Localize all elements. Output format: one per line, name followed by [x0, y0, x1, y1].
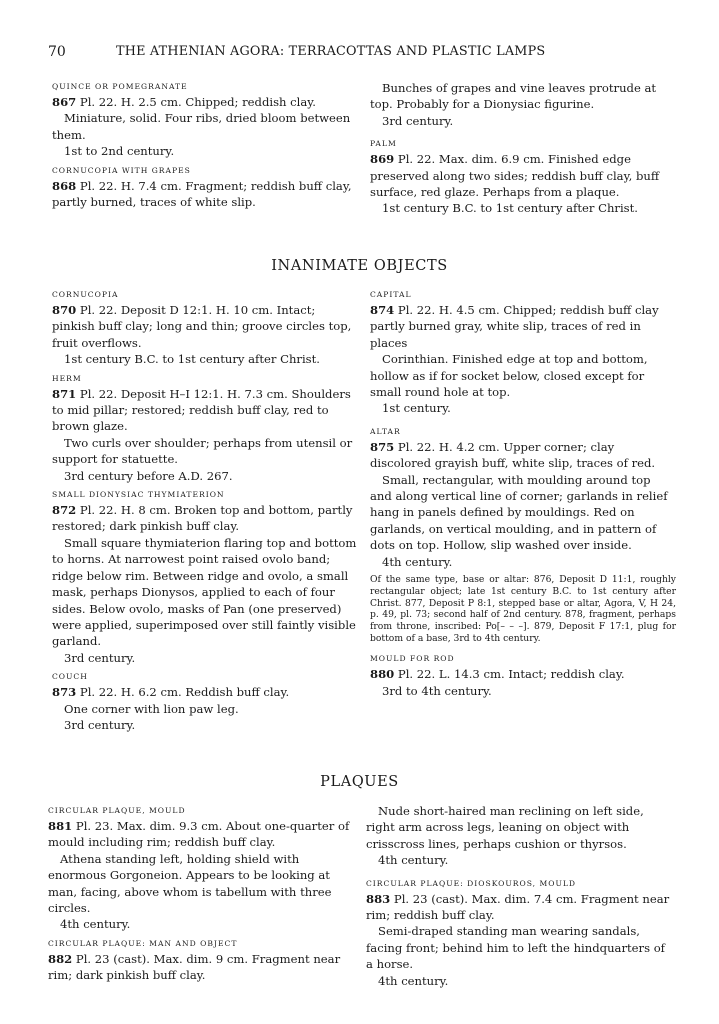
entry-description: Pl. 22. Deposit D 12:1. H. 10 cm. Intact; pinkish buff clay; long and thin; groove circles top, fruit overflows. [52, 303, 352, 350]
entry-body: Semi-draped standing man wearing sandals, facing front; behind him to left the hindquarters of a horse. [366, 924, 665, 972]
catalog-entry-868-continued [370, 80, 676, 129]
entry-heading: MOULD FOR ROD [370, 654, 455, 664]
catalog-entry-880 [370, 654, 676, 699]
catalog-entry-882-continued [366, 803, 672, 869]
entry-heading: CORNUCOPIA WITH GRAPES [52, 165, 191, 175]
inanimate-left-column [52, 290, 358, 733]
entry-description: Pl. 22. H. 8 cm. Broken top and bottom, partly restored; dark pinkish buff clay. [52, 503, 353, 534]
entry-date: 3rd century. [64, 717, 136, 732]
top-left-column [52, 82, 358, 210]
entry-heading: CIRCULAR PLAQUE: DIOSKOUROS, MOULD [366, 878, 577, 888]
entry-heading: CIRCULAR PLAQUE, MOULD [48, 806, 186, 815]
catalog-number: 875 [370, 439, 395, 454]
entry-description: Pl. 22. H. 2.5 cm. Chipped; reddish clay. [76, 95, 316, 109]
entry-body: Small, rectangular, with moulding around top and along vertical line of corner; garlands in relief hang in panels defined by mouldings. Red on garlands, on vertical moulding, and in pattern of dots on top. Hollow, slip washed over inside. [370, 472, 668, 553]
entry-date: 1st to 2nd century. [64, 144, 175, 159]
catalog-entry-871 [52, 374, 358, 484]
entry-description: Pl. 23. Max. dim. 9.3 cm. About one-quarter of mould including rim; reddish buff clay. [48, 819, 350, 850]
catalog-entry-868 [52, 166, 358, 211]
entry-description: Pl. 22. H. 4.2 cm. Upper corner; clay discolored grayish buff, white slip, traces of red. [370, 439, 656, 471]
entry-date: 4th century. [378, 853, 449, 868]
entry-heading: CAPITAL [370, 290, 412, 299]
entry-heading: SMALL DIONYSIAC THYMIATERION [52, 490, 225, 500]
running-title: THE ATHENIAN AGORA: TERRACOTTAS AND PLASTIC LAMPS [116, 44, 546, 59]
entry-date: 4th century. [60, 917, 131, 932]
section-title-inanimate-objects: INANIMATE OBJECTS [271, 258, 448, 274]
entry-heading: CORNUCOPIA [52, 290, 119, 299]
entry-description: Pl. 23 (cast). Max. dim. 9 cm. Fragment near rim; dark pinkish buff clay. [48, 951, 341, 983]
catalog-number: 867 [52, 95, 77, 109]
entry-date: 3rd to 4th century. [382, 683, 492, 698]
entry-description: Pl. 22. H. 6.2 cm. Reddish buff clay. [76, 685, 290, 700]
entry-date: 4th century. [378, 973, 449, 988]
entry-heading: PALM [370, 139, 397, 149]
plaques-left-column [48, 806, 354, 984]
entry-date: 3rd century before A.D. 267. [64, 468, 233, 483]
entry-description: Pl. 22. H. 7.4 cm. Fragment; reddish buff clay, partly burned, traces of white slip. [52, 178, 352, 210]
catalog-entry-870 [52, 290, 358, 368]
entry-body: Small square thymiaterion flaring top and bottom to horns. At narrowest point raised ovolo band; ridge below rim. Between ridge and ovolo, a small mask, perhaps Dionysos, applied to each of four sides. Below ovolo, masks of Pan (one preserved) were applied, superimposed over still faintly visible garland. [52, 535, 357, 649]
catalog-number: 881 [48, 819, 73, 833]
entry-date: 1st century. [382, 401, 451, 416]
entry-body: Athena standing left, holding shield with enormous Gorgoneion. Appears to be looking at man, facing, above whom is tabellum with three circles. [48, 851, 332, 916]
catalog-entry-873 [52, 672, 358, 733]
catalog-number: 871 [52, 386, 77, 401]
catalog-number: 872 [52, 503, 77, 518]
entry-description: Pl. 22. L. 14.3 cm. Intact; reddish clay. [394, 667, 625, 682]
catalog-entry-875 [370, 427, 676, 570]
catalog-number: 883 [366, 891, 391, 906]
catalog-number: 868 [52, 178, 77, 193]
entry-heading: CIRCULAR PLAQUE: MAN AND OBJECT [48, 938, 238, 948]
entry-date: 4th century. [382, 554, 453, 569]
catalog-entry-872 [52, 490, 358, 666]
entry-body: Nude short-haired man reclining on left side, right arm across legs, leaning on object with crisscross lines, perhaps cushion or thyrsos. [366, 804, 644, 851]
catalog-entry-883 [366, 879, 672, 989]
catalog-number: 874 [370, 303, 395, 317]
entry-heading: HERM [52, 373, 82, 383]
entry-body: Miniature, solid. Four ribs, dried bloom between them. [52, 111, 351, 142]
catalog-entry-869 [370, 139, 676, 217]
catalog-number: 880 [370, 667, 395, 682]
entry-description: Pl. 23 (cast). Max. dim. 7.4 cm. Fragment near rim; reddish buff clay. [366, 891, 670, 923]
catalog-number: 869 [370, 152, 395, 167]
entry-body: Bunches of grapes and vine leaves protrude at top. Probably for a Dionysiac figurine. [370, 81, 657, 112]
catalog-number: 870 [52, 303, 77, 317]
catalog-entry-867 [52, 82, 358, 160]
plaques-right-column [366, 803, 672, 989]
entry-heading: COUCH [52, 672, 88, 682]
entry-date: 1st century B.C. to 1st century after Christ. [382, 201, 638, 216]
catalog-entry-882 [48, 939, 354, 984]
catalog-number: 873 [52, 685, 77, 700]
catalog-entry-874 [370, 290, 676, 417]
entry-heading: ALTAR [370, 426, 401, 436]
related-items-note: Of the same type, base or altar: 876, Deposit D 11:1, roughly rectangular object; late 1st century B.C. to 1st century after Christ. 877, Deposit P 8:1, stepped base or altar, Agora, V, H 24, p. 49, pl. 73; second half of 2nd century. 878, fragment, perhaps from throne, inscribed: Po[– – –]. 879, Deposit F 17:1, plug for bottom of a base, 3rd to 4th century. [370, 574, 676, 644]
section-title-plaques: PLAQUES [320, 774, 399, 790]
entry-description: Pl. 22. Deposit H–I 12:1. H. 7.3 cm. Shoulders to mid pillar; restored; reddish buff clay, red to brown glaze. [52, 386, 351, 434]
top-right-column [370, 80, 676, 217]
entry-description: Pl. 22. Max. dim. 6.9 cm. Finished edge preserved along two sides; reddish buff clay, buff surface, red glaze. Perhaps from a plaque. [370, 152, 660, 200]
entry-body: Corinthian. Finished edge at top and bottom, hollow as if for socket below, closed except for small round hole at top. [370, 352, 648, 400]
entry-body: Two curls over shoulder; perhaps from utensil or support for statuette. [52, 435, 353, 467]
entry-description: Pl. 22. H. 4.5 cm. Chipped; reddish buff clay partly burned gray, white slip, traces of red in places [370, 303, 659, 350]
entry-heading: QUINCE OR POMEGRANATE [52, 82, 188, 91]
inanimate-right-column [370, 290, 676, 699]
catalog-entry-881 [48, 806, 354, 933]
entry-date: 1st century B.C. to 1st century after Christ. [64, 352, 320, 367]
entry-body: One corner with lion paw leg. [64, 701, 239, 716]
entry-date: 3rd century. [382, 113, 454, 128]
catalog-number: 882 [48, 951, 73, 966]
page-number: 70 [48, 44, 66, 60]
entry-date: 3rd century. [64, 650, 136, 665]
